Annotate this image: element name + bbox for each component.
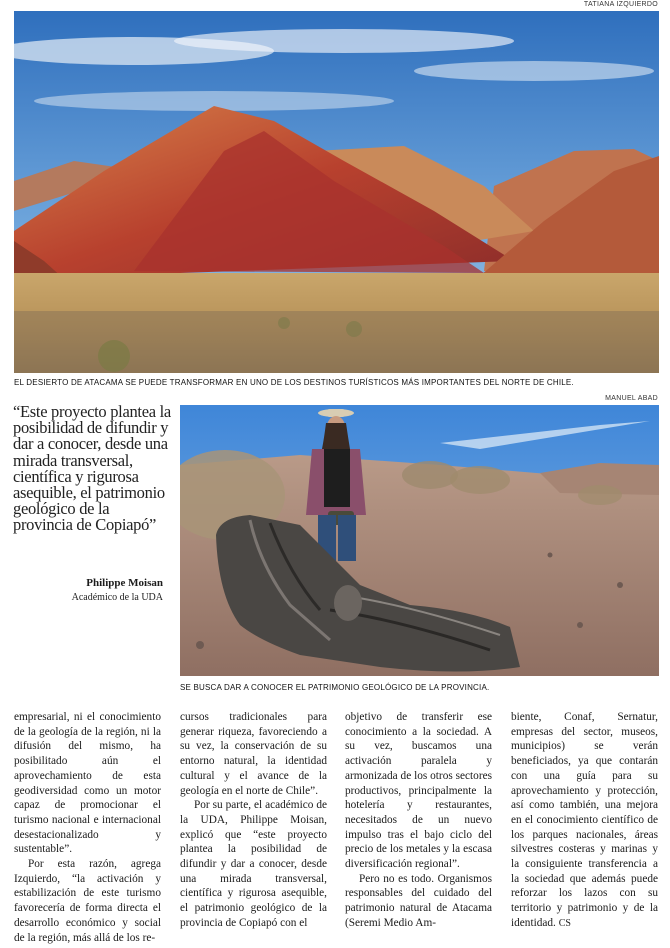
article-column-1 [14,710,161,945]
column-3-paragraph-2: Pero no es todo. Organismos responsables del cuidado del patrimonio natural de Atacama (Seremi Medio Am- [345,872,492,929]
column-1-paragraph-1: empresarial, ni el conocimiento de la geología de la región, ni la difusión del mismo, ha posibilitado aún el aprovechamiento de esta geodiversidad como un motor capaz de promocionar el turismo nacional e internacional desestacionalizado y sustentable”. [14,711,161,856]
column-4-text: biente, Conaf, Sernatur, empresas del sector, museos, municipios) se verán beneficiados, ya que contarán con una guía para su aprovechamiento y protección, así como también, una mejora en el conocimiento científico de los parques nacionales, áreas silvestres costeras y marinas y la consiguiente transferencia a la sociedad que además puede reforzar los lazos con su territorio y patrimonio y de la identidad. [511,711,658,929]
caption-top: EL DESIERTO DE ATACAMA SE PUEDE TRANSFORMAR EN UNO DE LOS DESTINOS TURÍSTICOS MÁS IMPORTANTES DEL NORTE DE CHILE. [14,378,574,387]
quote-author-role: Académico de la UDA [71,592,163,603]
column-4-paragraph-1 [511,710,658,932]
article-column-4 [511,710,658,932]
pull-quote: “Este proyecto plantea la posibilidad de difundir y dar a conocer, desde una mirada transversal, científica y rigurosa asequible, el patrimonio geológico de la provincia de Copiapó” [13,402,171,535]
column-1-paragraph-2: Por esta razón, agrega Izquierdo, “la activación y estabilización de este turismo favorecería de forma directa el desarrollo económico y social de la región, más allá de los re- [14,858,161,944]
end-of-article-mark: CS [558,917,571,929]
photo-credit-top: TATIANA IZQUIERDO [583,1,658,8]
petrified-log-photo [180,405,659,676]
column-3-paragraph-1: objetivo de transferir ese conocimiento a la sociedad. A su vez, buscamos una activación paralela y armonizada de los otros sectores productivos, principalmente la hotelería y restaurantes, necesitados de un nuevo impulso tras el bajo ciclo del precio de los metales y la escasa diversificación regional”. [345,711,492,871]
column-2-paragraph-1: cursos tradicionales para generar riqueza, favoreciendo a su vez, la conservación de su entorno natural, la identidad cultural y el avance de la geología en el norte de Chile”. [180,711,327,797]
article-column-3 [345,710,492,931]
caption-second: SE BUSCA DAR A CONOCER EL PATRIMONIO GEOLÓGICO DE LA PROVINCIA. [180,683,490,692]
photo-credit-second: MANUEL ABAD [605,395,658,402]
quote-author: Philippe Moisan [86,577,163,589]
column-2-paragraph-2: Por su parte, el académico de la UDA, Philippe Moisan, explicó que “este proyecto plantea la posibilidad de difundir y dar a conocer, desde una mirada transversal, científica y rigurosa asequible, el patrimonio geológico de la provincia de Copiapó con el [180,799,327,929]
atacama-desert-photo [14,11,659,373]
article-column-2 [180,710,327,931]
